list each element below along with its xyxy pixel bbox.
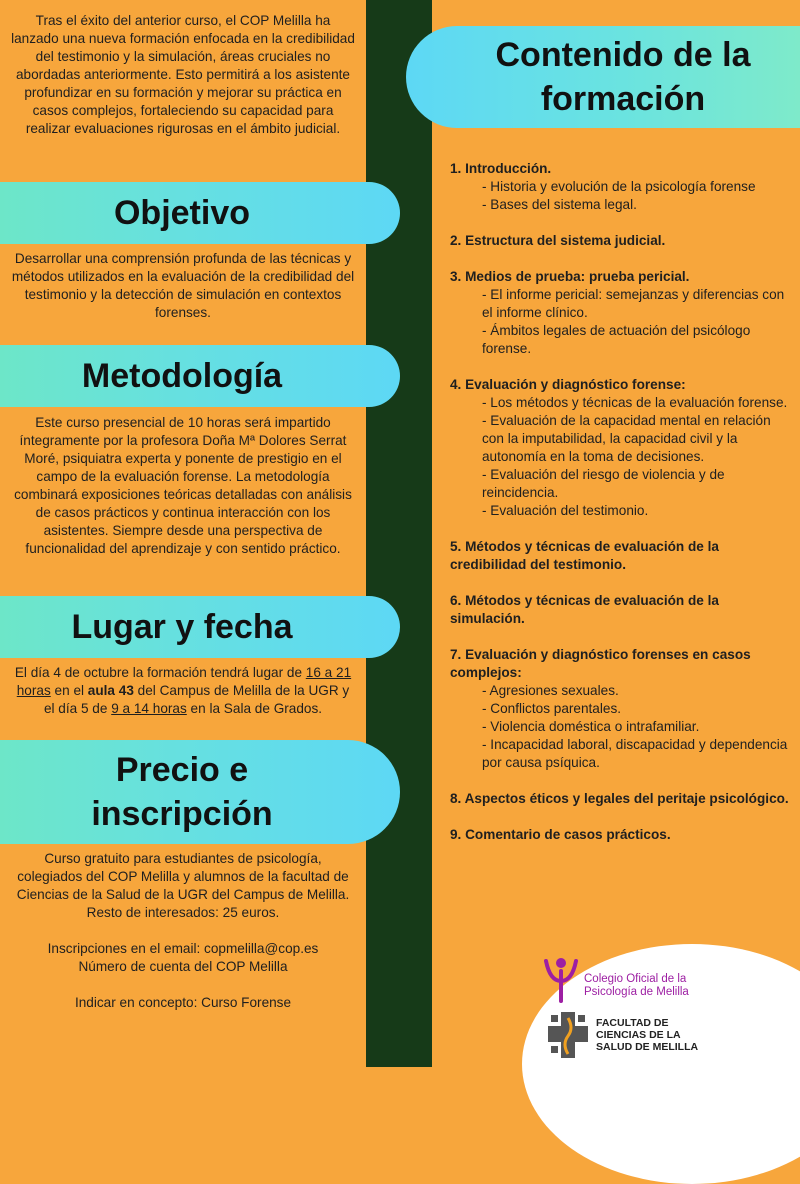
lugar-room: aula 43 [87, 683, 134, 698]
email-line: Inscripciones en el email: copmelilla@cop.es [47, 941, 319, 956]
contenido-subitems [450, 394, 790, 520]
contenido-title [456, 33, 751, 121]
contenido-section-title: 7. Evaluación y diagnóstico forenses en casos complejos: [450, 647, 751, 680]
contenido-section-title: 8. Aspectos éticos y legales del peritaje psicológico. [450, 791, 789, 806]
contenido-list [450, 160, 790, 862]
contenido-section-title: 4. Evaluación y diagnóstico forense: [450, 377, 686, 392]
precio-title-line1: Precio e [115, 751, 249, 789]
lugar-heading [0, 596, 400, 658]
fac-line3: SALUD DE MELILLA [596, 1041, 699, 1053]
precio-heading [0, 740, 400, 844]
precio-title [91, 748, 308, 836]
intro-text: Tras el éxito del anterior curso, el COP Melilla ha lanzado una nueva formación enfocada en la credibilidad del testimonio y la simulación, áreas cruciales no abordadas anteriormente. Esto permitirá a los asistente profundizar en su formación y mejorar su práctica en casos complejos, fortaleciendo su capacidad para realizar evaluaciones rigurosas en el ámbito judicial. [11, 13, 355, 136]
lugar-text-part: El día 4 de octubre la formación tendrá lugar de [14, 665, 306, 680]
contenido-subitem: - Evaluación del testimonio. [482, 503, 649, 518]
precio-title-line2: inscripción [91, 795, 273, 833]
contenido-section [450, 376, 790, 520]
objetivo-text: Desarrollar una comprensión profunda de las técnicas y métodos utilizados en la evaluación de la credibilidad del testimonio y la detección de simulación en contextos forenses. [11, 251, 355, 320]
contenido-section [450, 232, 790, 250]
contenido-subitem: - Los métodos y técnicas de la evaluación forense. [482, 395, 788, 410]
contenido-subitem: - Conflictos parentales. [482, 701, 622, 716]
contenido-section-title: 3. Medios de prueba: prueba pericial. [450, 269, 690, 284]
objetivo-heading [0, 182, 400, 244]
contenido-subitem: - Evaluación del riesgo de violencia y de reincidencia. [482, 467, 725, 500]
contenido-subitems [450, 682, 790, 772]
contenido-section-title: 6. Métodos y técnicas de evaluación de la simulación. [450, 593, 719, 626]
contenido-section [450, 826, 790, 844]
precio-text: Curso gratuito para estudiantes de psicología, colegiados del COP Melilla y alumnos de la facultad de Ciencias de la Salud de la UGR del Campus de Melilla. Resto de interesados: 25 euros. [16, 851, 350, 920]
contenido-subitem: - Ámbitos legales de actuación del psicólogo forense. [482, 323, 751, 356]
psi-icon [542, 955, 580, 1003]
contenido-subitems [450, 178, 790, 214]
lugar-text-part: en el [50, 683, 88, 698]
contenido-section [450, 646, 790, 772]
concept-line: Indicar en concepto: Curso Forense [74, 995, 292, 1010]
contenido-subitem: - Violencia doméstica o intrafamiliar. [482, 719, 700, 734]
contenido-section [450, 592, 790, 628]
contenido-section-title: 1. Introducción. [450, 161, 552, 176]
contenido-subitem: - Agresiones sexuales. [482, 683, 619, 698]
fac-line1: FACULTAD DE [596, 1017, 669, 1029]
contenido-title-line1: Contenido de la [495, 36, 751, 74]
contenido-section-title: 2. Estructura del sistema judicial. [450, 233, 666, 248]
contenido-subitem: - Historia y evolución de la psicología forense [482, 179, 756, 194]
contenido-subitem: - Evaluación de la capacidad mental en relación con la imputabilidad, la capacidad civil y la autonomía en la toma de decisiones. [482, 413, 771, 464]
contenido-section [450, 160, 790, 214]
contenido-section-title: 5. Métodos y técnicas de evaluación de la credibilidad del testimonio. [450, 539, 719, 572]
metodologia-title: Metodología [81, 356, 283, 395]
contenido-title-line2: formación [540, 80, 706, 118]
cop-line2: Psicología de Melilla [584, 986, 689, 998]
contenido-section [450, 790, 790, 808]
metodologia-text: Este curso presencial de 10 horas será impartido íntegramente por la profesora Doña Mª Dolores Serrat Moré, psiquiatra experta y ponente de prestigio en el campo de la evaluación forense. La metodología combinará exposiciones teóricas detalladas con análisis de casos prácticos y continua interacción con los asistentes. Siempre desde una perspectiva de funcionalidad del aprendizaje y con sentido práctico. [14, 415, 352, 556]
lugar-hours-2: 9 a 14 horas [111, 701, 187, 716]
cop-logo-text [584, 973, 689, 999]
facultad-logo [548, 1012, 698, 1058]
lugar-hours-1: 16 a 21 horas [16, 665, 352, 698]
lugar-text-part: del Campus de Melilla de la UGR y el día 5 de [43, 683, 350, 716]
divider-stripe [366, 0, 432, 1067]
metodologia-heading [0, 345, 400, 407]
facultad-logo-text [596, 1017, 698, 1053]
cop-line1: Colegio Oficial de la [584, 973, 687, 985]
fac-line2: CIENCIAS DE LA [596, 1029, 681, 1041]
contenido-subitems [450, 286, 790, 358]
lugar-text [10, 664, 356, 718]
contenido-subitem: - Bases del sistema legal. [482, 197, 637, 212]
precio-block [10, 850, 356, 1012]
contenido-subitem: - Incapacidad laboral, discapacidad y dependencia por causa psíquica. [482, 737, 788, 770]
lugar-title: Lugar y fecha [71, 607, 293, 646]
contenido-section [450, 538, 790, 574]
cop-logo [542, 955, 689, 1003]
contenido-section [450, 268, 790, 358]
contenido-subitem: - El informe pericial: semejanzas y diferencias con el informe clínico. [482, 287, 785, 320]
account-line: Número de cuenta del COP Melilla [78, 959, 288, 974]
contenido-heading [406, 26, 800, 128]
lugar-text-part: en la Sala de Grados. [186, 701, 323, 716]
objetivo-title: Objetivo [113, 193, 251, 232]
contenido-section-title: 9. Comentario de casos prácticos. [450, 827, 671, 842]
faculty-cross-icon [548, 1012, 588, 1058]
